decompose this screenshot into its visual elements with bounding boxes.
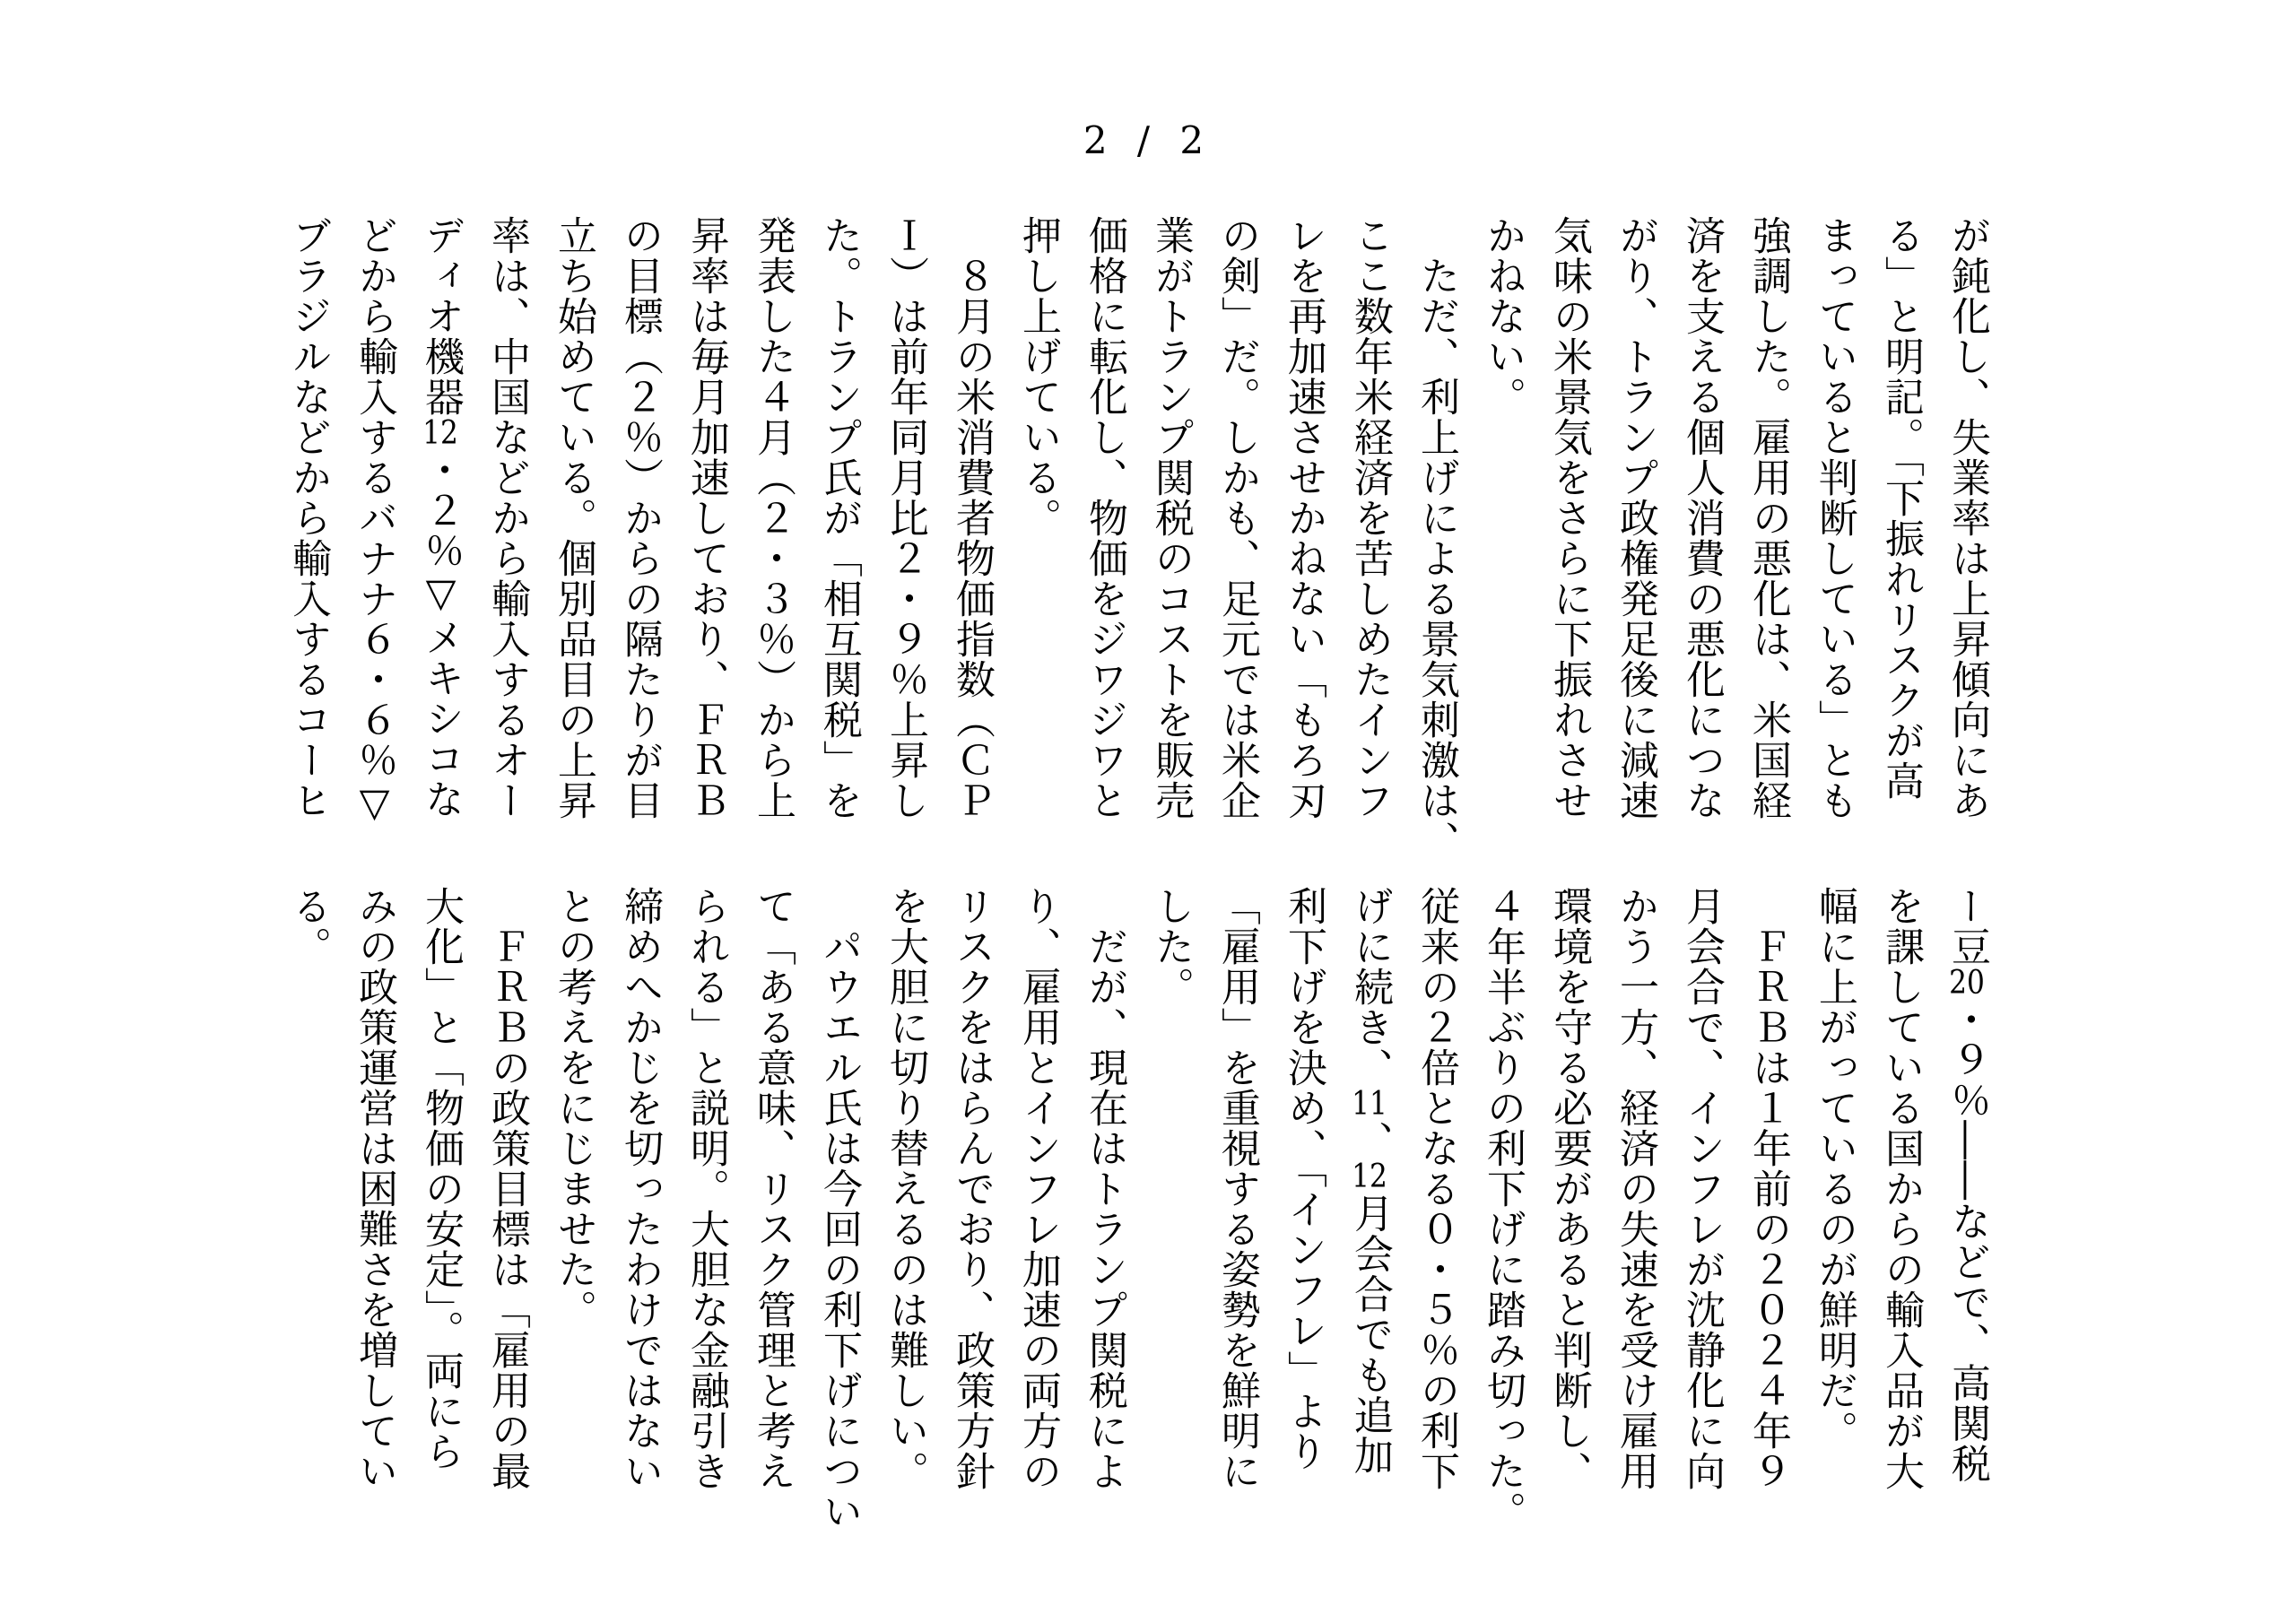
text-column: が鈍化し、失業率は上昇傾向にあ (1944, 215, 1990, 820)
text-column: げに続き、11、12月会合でも追加 (1347, 886, 1393, 1476)
page-number: 2 / 2 (1083, 118, 1213, 162)
text-column: 価格に転化し、物価をジワジワと (1082, 215, 1127, 820)
tate-chu-yoko-number: 12 (1352, 1160, 1387, 1193)
tate-chu-yoko-number: 11 (1352, 1088, 1387, 1121)
text-column: パウエル氏は今回の利下げについ (816, 886, 862, 1532)
text-column: 幅に上がっているのが鮮明だ。 (1812, 886, 1857, 1451)
text-column: まっていると判断している」とも (1812, 215, 1857, 820)
text-column: ＦＲＢの政策目標は「雇用の最 (484, 886, 530, 1491)
text-column: だが、現在はトランプ関税によ (1082, 886, 1127, 1491)
text-column: レを再加速させかねない「もろ刃 (1281, 215, 1326, 820)
text-column: り、雇用とインフレ加速の両方の (1015, 886, 1061, 1491)
text-column: みの政策運営は困難さを増してい (352, 886, 397, 1491)
text-column: 押し上げている。 (1015, 215, 1061, 538)
text-column: 「雇用」を重視する姿勢を鮮明に (1214, 886, 1260, 1491)
text-column: 気味の米景気をさらに下振れさせ (1546, 215, 1592, 820)
text-column: て「ある意味、リスク管理と考え (750, 886, 796, 1491)
text-column: 従来の２倍となる０・５％の利下 (1413, 886, 1459, 1491)
text-column: ＦＲＢは１年前の２０２４年９ (1745, 886, 1791, 1491)
tate-chu-yoko-number: 20 (1949, 967, 1985, 1000)
tate-chu-yoko-number: 12 (422, 417, 458, 450)
text-column: 締めへかじを切ったわけではない (617, 886, 663, 1491)
text-column: る。 (285, 886, 331, 967)
text-column: ここ数年米経済を苦しめたインフ (1347, 215, 1393, 820)
text-column: かう一方、経済の失速を受け雇用 (1613, 886, 1658, 1491)
text-column: を大胆に切り替えるのは難しい。 (883, 886, 928, 1491)
text-column: Ｉ）は前年同月比２・９％上昇し (883, 215, 928, 820)
text-column: 利下げを決め、「インフレ」より (1281, 886, 1326, 1471)
text-column: ８月の米消費者物価指数（ＣＰ (949, 215, 995, 820)
text-column: 大化」と「物価の安定」。両にら (418, 886, 464, 1471)
text-column: られる」と説明。大胆な金融引き (683, 886, 729, 1491)
article-text-block-bottom (274, 886, 2000, 1585)
text-column: がり、トランプ政権発足後に減速 (1613, 215, 1658, 820)
text-column: リスクをはらんでおり、政策方針 (949, 886, 995, 1491)
text-column: した。 (1148, 886, 1194, 1007)
text-column: た。トランプ氏が「相互関税」を (816, 215, 862, 820)
text-column: ４年半ぶりの利下げに踏み切った。 (1480, 886, 1526, 1532)
text-column: 昇率は毎月加速しており、ＦＲＢ (683, 215, 729, 820)
text-column: ディオ機器12・２％▽メキシコな (418, 215, 464, 820)
text-column: 率は、中国などから輸入するオー (484, 215, 530, 820)
text-column: ブラジルなどから輸入するコーヒ (285, 215, 331, 820)
text-column: 済を支える個人消費の悪化につな (1679, 215, 1725, 820)
text-column: ー豆20・９％――などで、高関税 (1944, 886, 1990, 1484)
text-column: る」と明記。「下振れリスクが高 (1878, 215, 1924, 801)
text-column: ただ、利上げによる景気刺激は、 (1413, 215, 1459, 861)
text-column: かねない。 (1480, 215, 1526, 417)
text-column: の剣」だ。しかも、足元では米企 (1214, 215, 1260, 820)
text-column: の目標（２％）からの隔たりが目 (617, 215, 663, 820)
text-column: を課している国からの輸入品が大 (1878, 886, 1924, 1491)
text-column: 発表した４月（２・３％）から上 (750, 215, 796, 820)
text-column: どから輸入するバナナ６・６％▽ (352, 215, 397, 827)
text-column: との考えをにじませた。 (551, 886, 596, 1330)
article-text-block-top (274, 215, 2000, 915)
text-column: 強調した。雇用の悪化は、米国経 (1745, 215, 1791, 820)
text-column: 月会合で、インフレが沈静化に向 (1679, 886, 1725, 1491)
text-column: 立ち始めている。個別品目の上昇 (551, 215, 596, 820)
text-column: 環境を守る必要があると判断し、 (1546, 886, 1592, 1491)
text-column: 業がトランプ関税のコストを販売 (1148, 215, 1194, 820)
